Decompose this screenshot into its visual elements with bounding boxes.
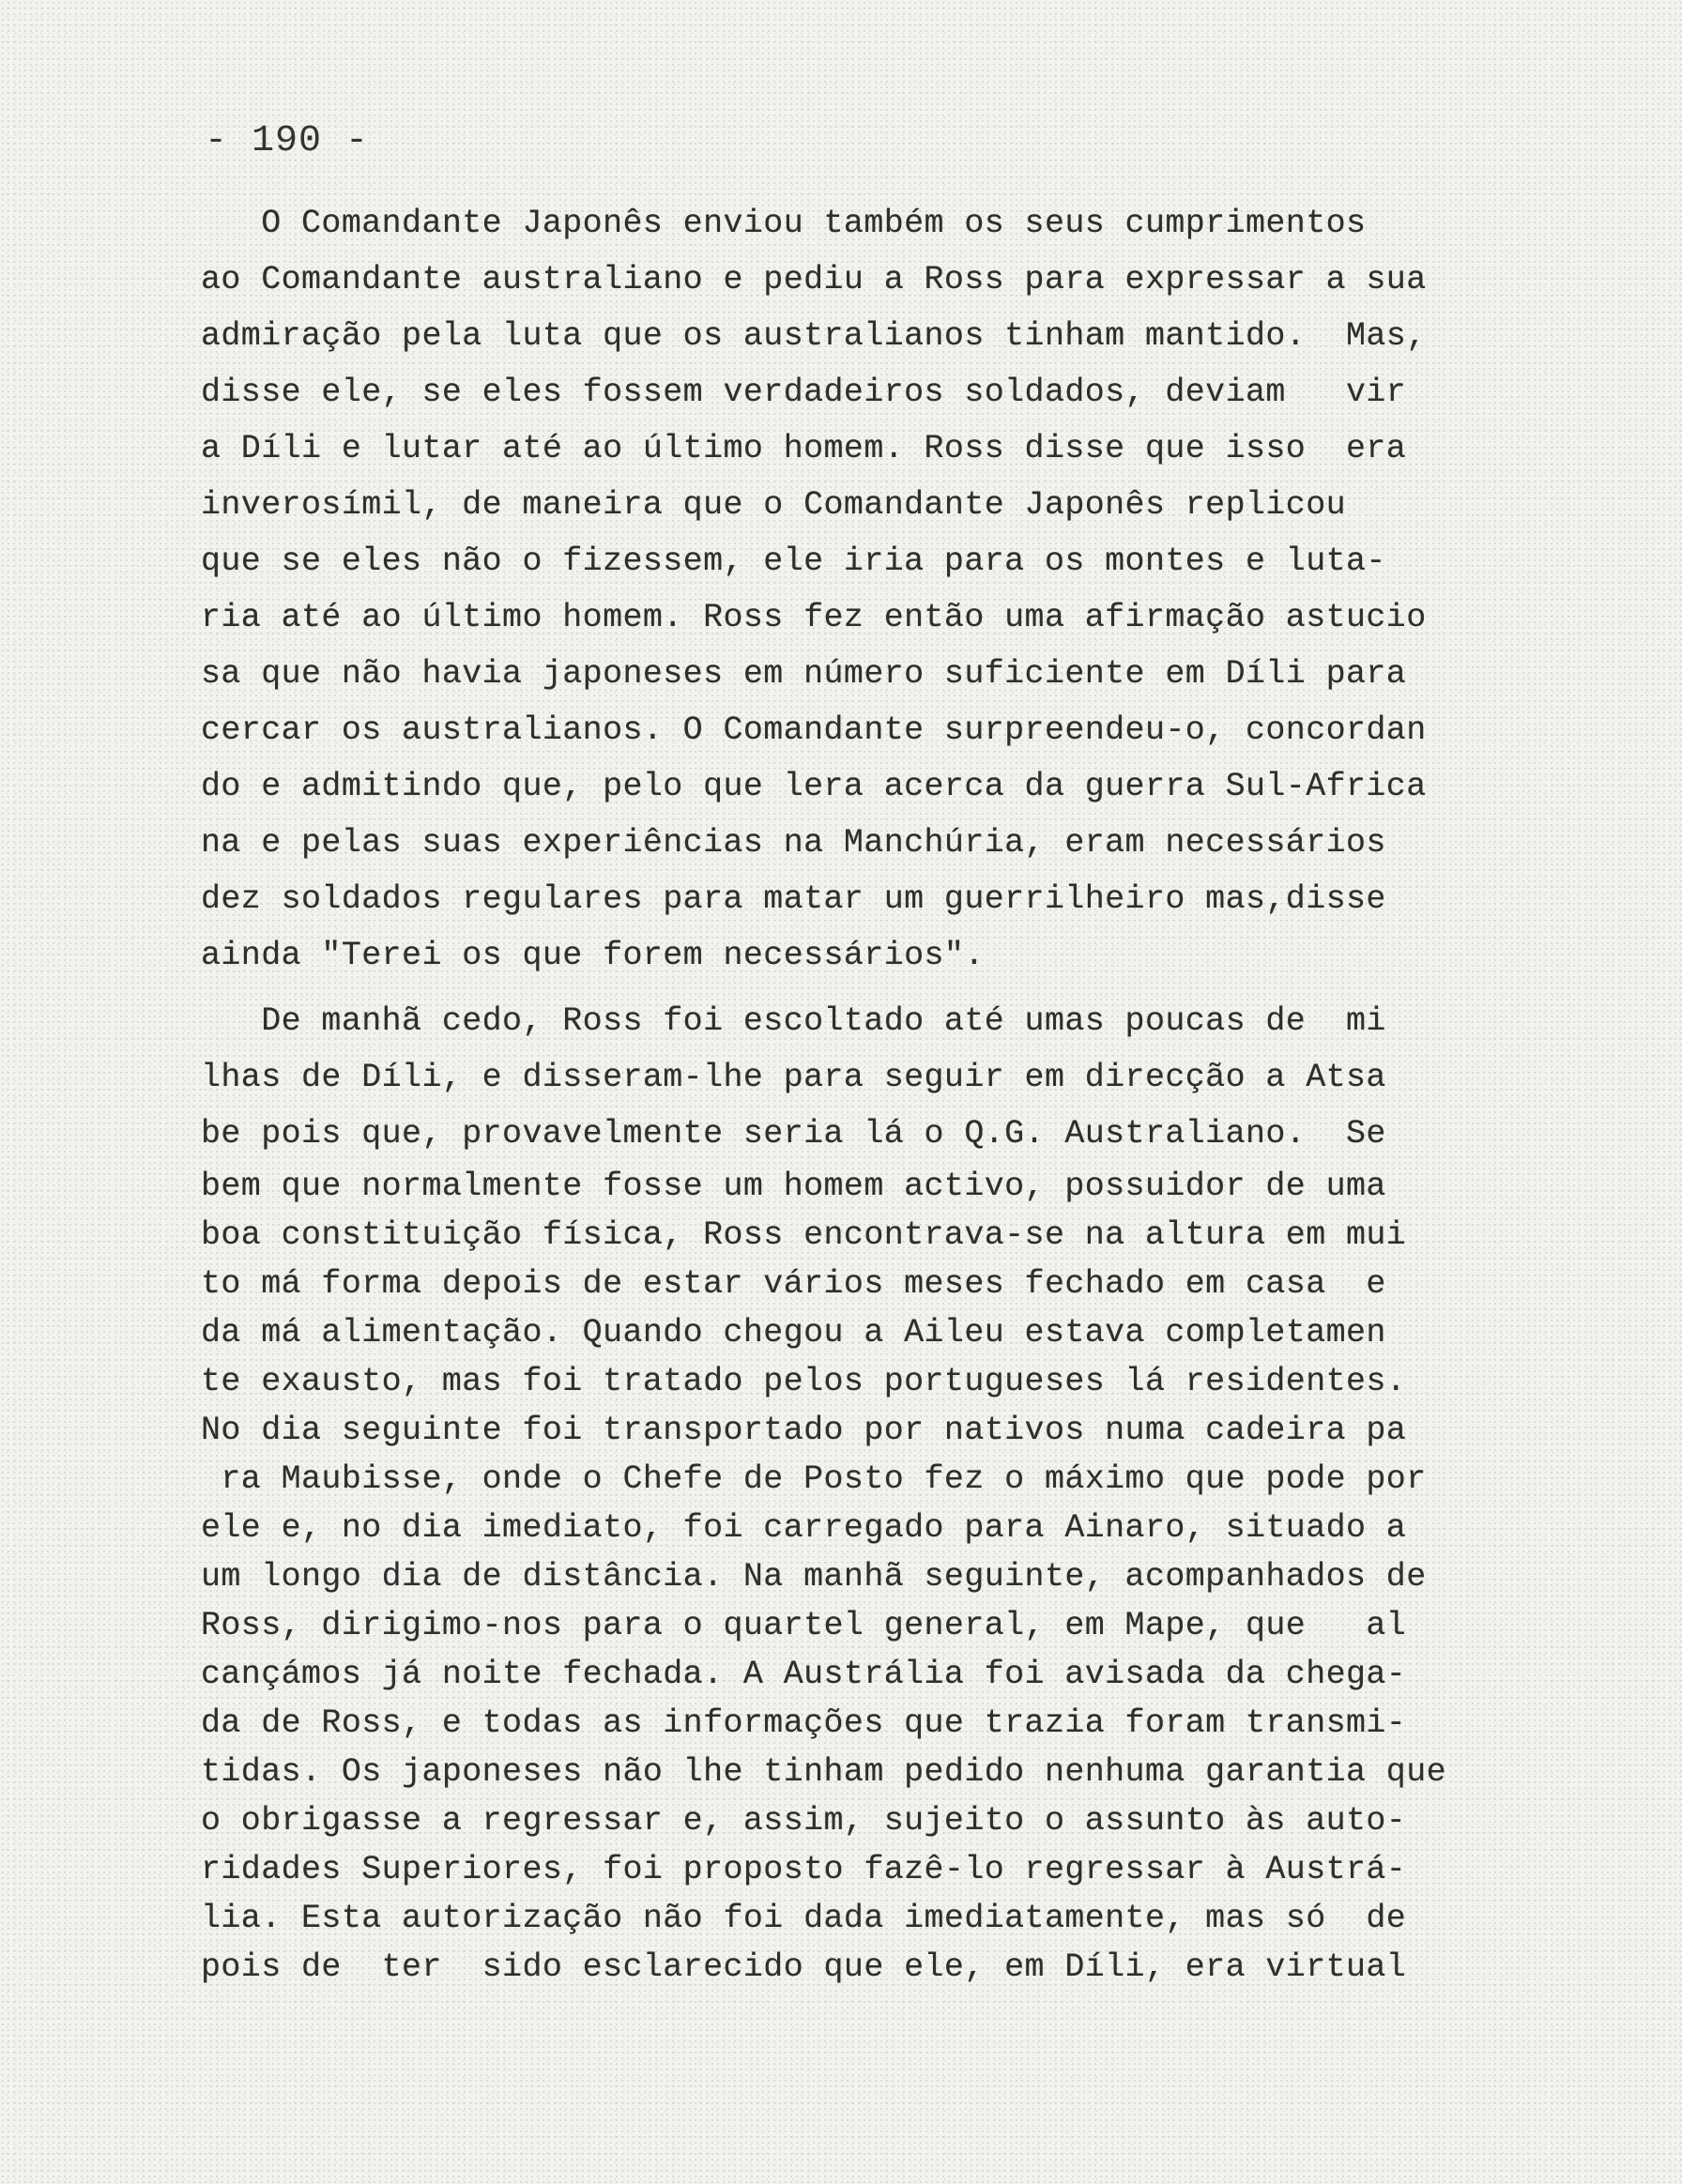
text-line: cercar os australianos. O Comandante surpreendeu-o, concordan	[201, 711, 1427, 749]
text-line: da má alimentação. Quando chegou a Aileu estava completamen	[201, 1314, 1386, 1352]
text-line: boa constituição física, Ross encontrava-se na altura em mui	[201, 1216, 1407, 1254]
text-line: tidas. Os japoneses não lhe tinham pedido nenhuma garantia que	[201, 1753, 1447, 1791]
paragraph	[201, 195, 1609, 984]
text-line: lia. Esta autorização não foi dada imediatamente, mas só de	[201, 1900, 1407, 1937]
text-line: um longo dia de distância. Na manhã seguinte, acompanhados de	[201, 1558, 1427, 1596]
text-line: a Díli e lutar até ao último homem. Ross disse que isso era	[201, 430, 1407, 467]
text-line: ao Comandante australiano e pediu a Ross para expressar a sua	[201, 261, 1427, 298]
text-line: que se eles não o fizessem, ele iria para os montes e luta-	[201, 542, 1386, 580]
text-line: na e pelas suas experiências na Manchúria, eram necessários	[201, 824, 1386, 862]
text-line: pois de ter sido esclarecido que ele, em Díli, era virtual	[201, 1948, 1407, 1986]
text-line: No dia seguinte foi transportado por nativos numa cadeira pa	[201, 1412, 1407, 1449]
text-line: o obrigasse a regressar e, assim, sujeito o assunto às auto-	[201, 1802, 1407, 1840]
text-line: dez soldados regulares para matar um guerrilheiro mas,disse	[201, 880, 1386, 918]
text-line: ra Maubisse, onde o Chefe de Posto fez o máximo que pode por	[201, 1460, 1427, 1498]
text-line: te exausto, mas foi tratado pelos portugueses lá residentes.	[201, 1363, 1407, 1400]
text-line: ainda "Terei os que forem necessários".	[201, 937, 985, 974]
text-line: Ross, dirigimo-nos para o quartel general, em Mape, que al	[201, 1607, 1407, 1644]
text-line: to má forma depois de estar vários meses fechado em casa e	[201, 1265, 1386, 1303]
text-line: lhas de Díli, e disseram-lhe para seguir em direcção a Atsa	[201, 1059, 1386, 1096]
text-line: sa que não havia japoneses em número suficiente em Díli para	[201, 655, 1407, 693]
text-line: cançámos já noite fechada. A Austrália foi avisada da chega-	[201, 1656, 1407, 1693]
text-line: do e admitindo que, pelo que lera acerca da guerra Sul-Africa	[201, 768, 1427, 805]
text-line: ria até ao último homem. Ross fez então uma afirmação astucio	[201, 599, 1427, 636]
text-line: be pois que, provavelmente seria lá o Q.G. Australiano. Se	[201, 1115, 1386, 1153]
text-line: disse ele, se eles fossem verdadeiros soldados, deviam vir	[201, 374, 1407, 411]
text-line: De manhã cedo, Ross foi escoltado até umas poucas de mi	[201, 1002, 1386, 1040]
text-line: ele e, no dia imediato, foi carregado para Ainaro, situado a	[201, 1509, 1407, 1547]
paragraph	[201, 993, 1609, 1992]
text-line: ridades Superiores, foi proposto fazê-lo regressar à Austrá-	[201, 1851, 1407, 1888]
text-line: da de Ross, e todas as informações que trazia foram transmi-	[201, 1704, 1407, 1742]
text-line: inverosímil, de maneira que o Comandante Japonês replicou	[201, 486, 1346, 524]
text-line: O Comandante Japonês enviou também os seus cumprimentos	[201, 205, 1367, 242]
body-text	[201, 195, 1609, 1992]
paragraph-gap	[201, 984, 1609, 993]
text-line: bem que normalmente fosse um homem activo, possuidor de uma	[201, 1168, 1386, 1205]
text-line: admiração pela luta que os australianos tinham mantido. Mas,	[201, 317, 1427, 355]
page-number: - 190 -	[205, 120, 370, 162]
